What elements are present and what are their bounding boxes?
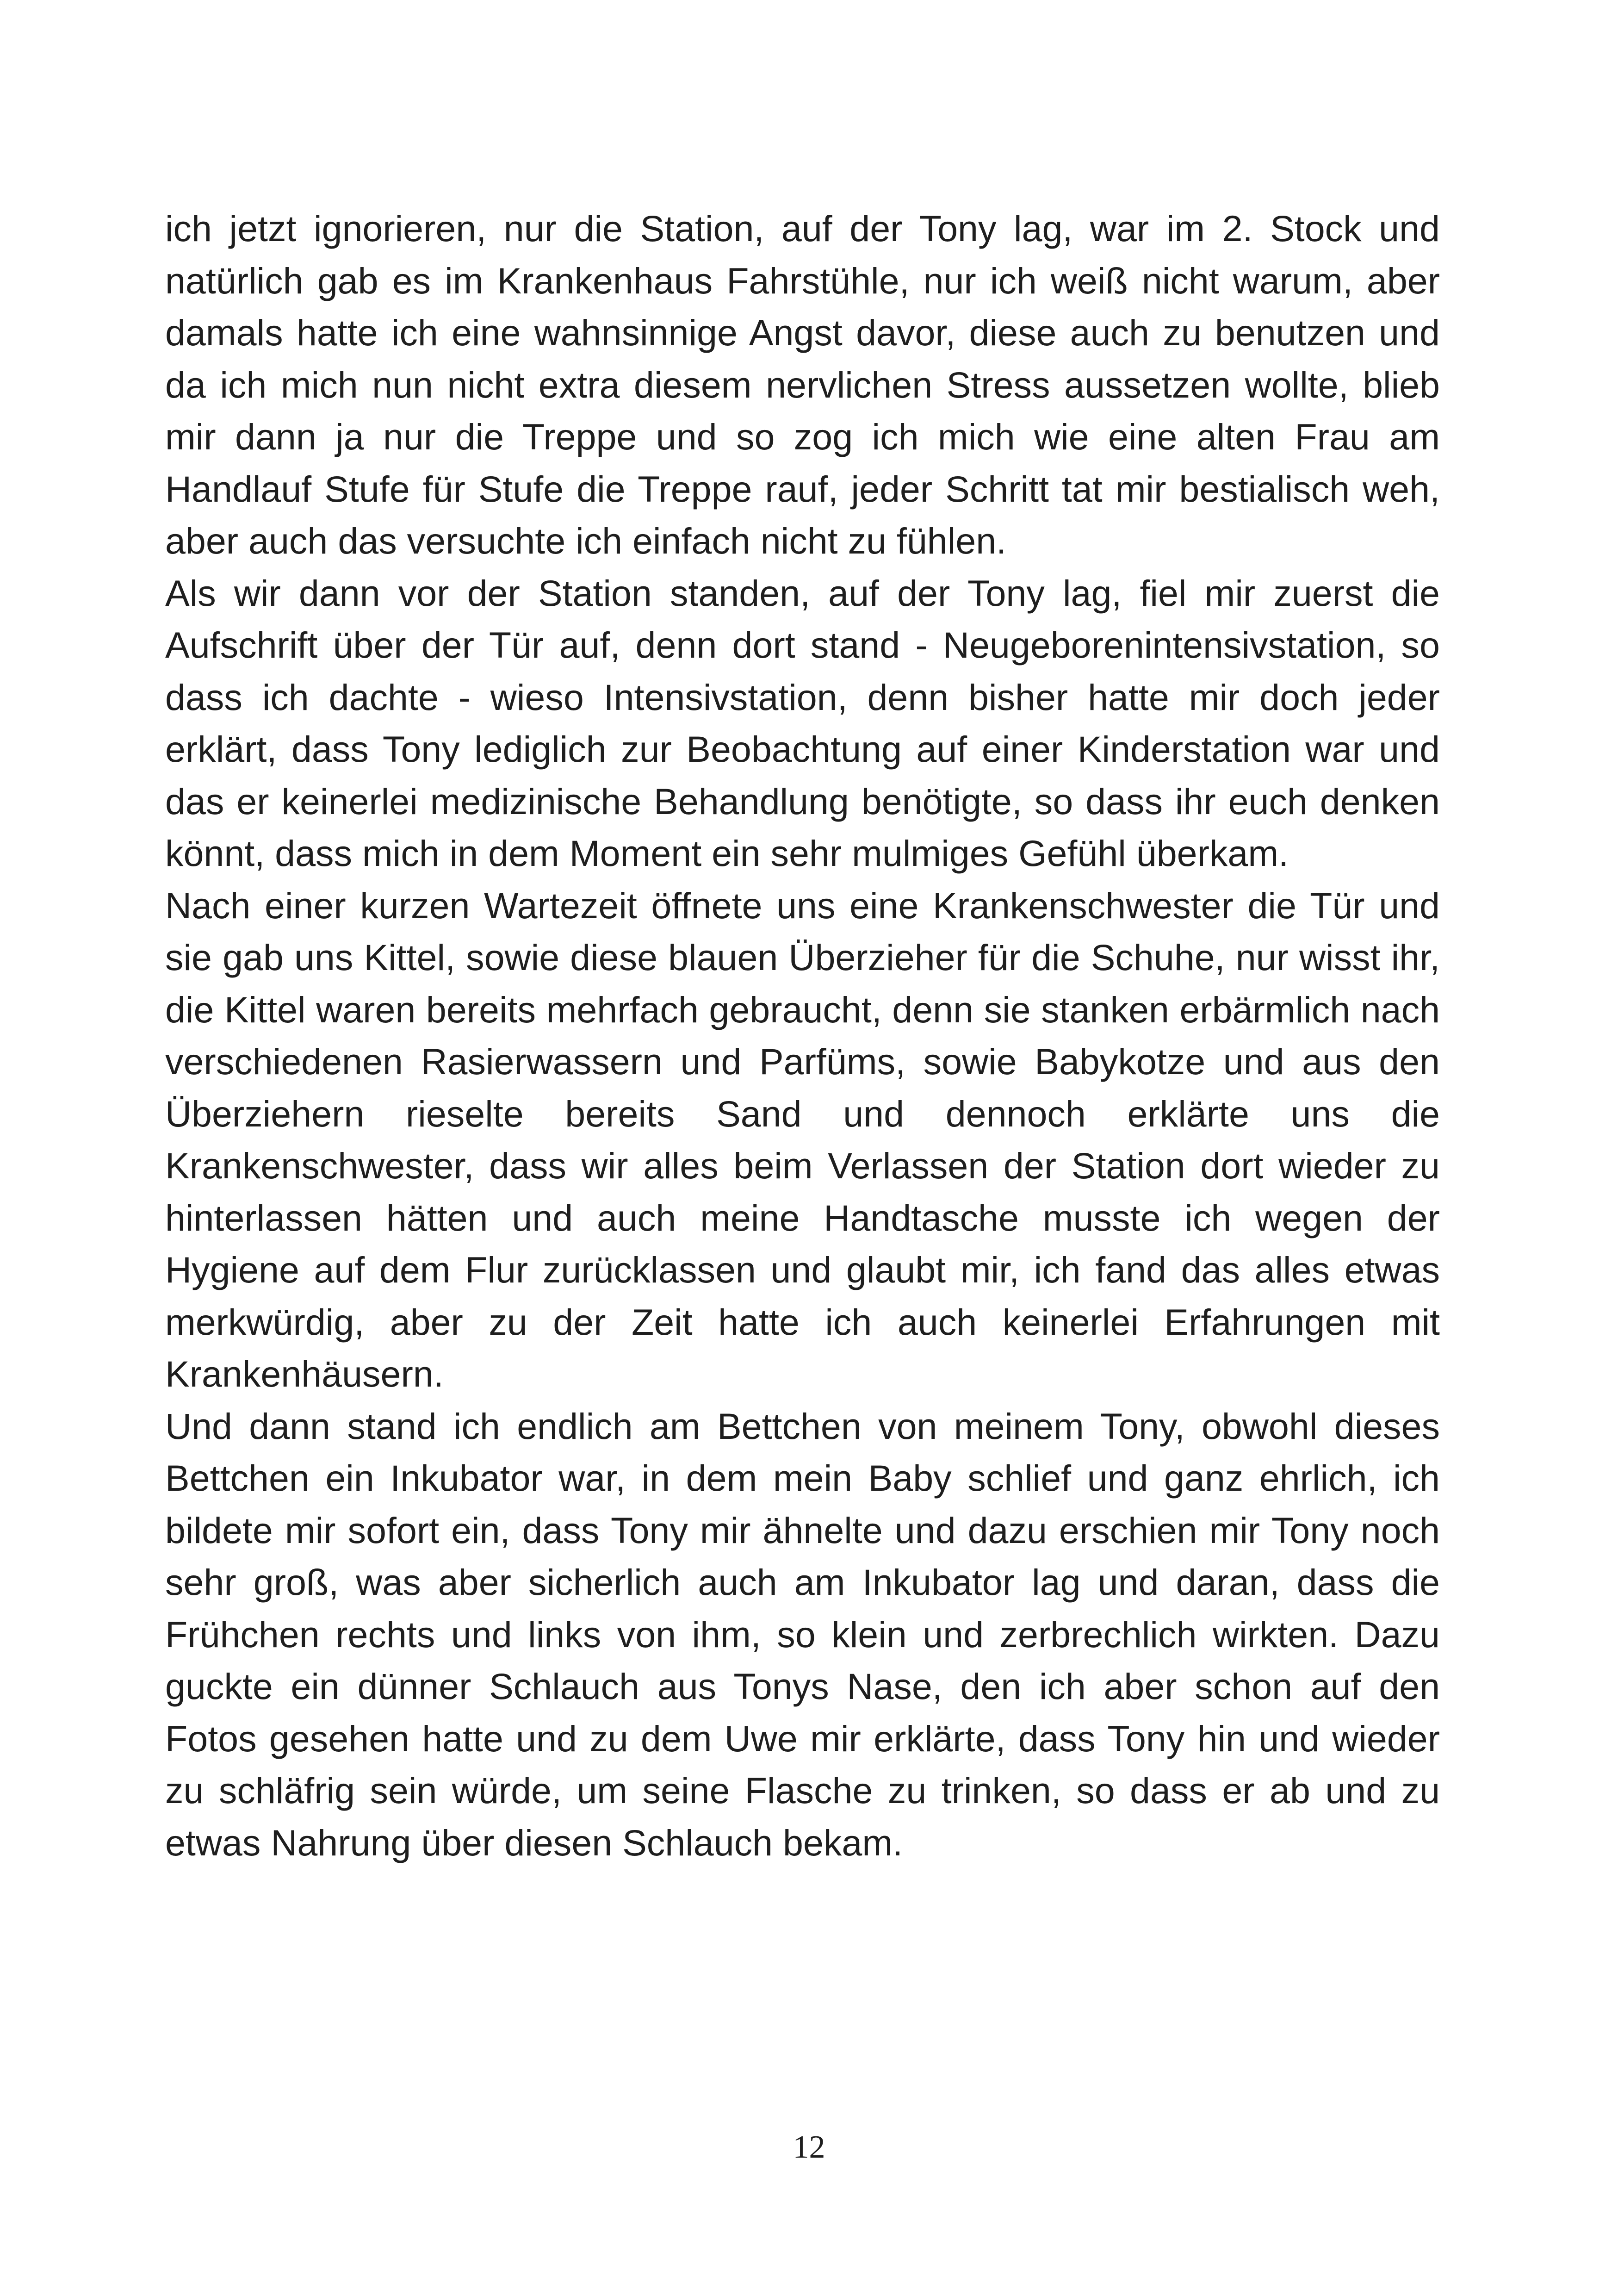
paragraph: Und dann stand ich endlich am Bettchen von meinem Tony, obwohl dieses Bettchen ein Inkubator war, in dem mein Baby schlief und ganz ehrlich, ich bildete mir sofort ein, dass Tony mir ähnelte und dazu erschien mir Tony noch sehr groß, was aber sicherlich auch am Inkubator lag und daran, dass die Frühchen rechts und links von ihm, so klein und zerbrechlich wirkten. Dazu guckte ein dünner Schlauch aus Tonys Nase, den ich aber schon auf den Fotos gesehen hatte und zu dem Uwe mir erklärte, dass Tony hin und wieder zu schläfrig sein würde, um seine Flasche zu trinken, so dass er ab und zu etwas Nahrung über diesen Schlauch bekam.	[165, 1405, 1440, 1863]
paragraph: Nach einer kurzen Wartezeit öffnete uns eine Krankenschwester die Tür und sie gab uns Kittel, sowie diese blauen Überzieher für die Schuhe, nur wisst ihr, die Kittel waren bereits mehrfach gebraucht, denn sie stanken erbärmlich nach verschiedenen Rasierwassern und Parfüms, sowie Babykotze und aus den Überziehern rieselte bereits Sand und dennoch erklärte uns die Krankenschwester, dass wir alles beim Verlassen der Station dort wieder zu hinterlassen hätten und auch meine Handtasche musste ich wegen der Hygiene auf dem Flur zurücklassen und glaubt mir, ich fand das alles etwas merkwürdig, aber zu der Zeit hatte ich auch keinerlei Erfahrungen mit Krankenhäusern.	[165, 884, 1440, 1394]
body-text	[165, 203, 1440, 1869]
paragraph: ich jetzt ignorieren, nur die Station, auf der Tony lag, war im 2. Stock und natürlich gab es im Krankenhaus Fahrstühle, nur ich weiß nicht warum, aber damals hatte ich eine wahnsinnige Angst davor, diese auch zu benutzen und da ich mich nun nicht extra diesem nervlichen Stress aussetzen wollte, blieb mir dann ja nur die Treppe und so zog ich mich wie eine alten Frau am Handlauf Stufe für Stufe die Treppe rauf, jeder Schritt tat mir bestialisch weh, aber auch das versuchte ich einfach nicht zu fühlen.	[165, 208, 1440, 561]
page-number: 12	[793, 2129, 825, 2165]
paragraph: Als wir dann vor der Station standen, auf der Tony lag, fiel mir zuerst die Aufschrift über der Tür auf, denn dort stand - Neugeborenintensivstation, so dass ich dachte - wieso Intensivstation, denn bisher hatte mir doch jeder erklärt, dass Tony lediglich zur Beobachtung auf einer Kinderstation war und das er keinerlei medizinische Behandlung benötigte, so dass ihr euch denken könnt, dass mich in dem Moment ein sehr mulmiges Gefühl überkam.	[165, 572, 1440, 874]
